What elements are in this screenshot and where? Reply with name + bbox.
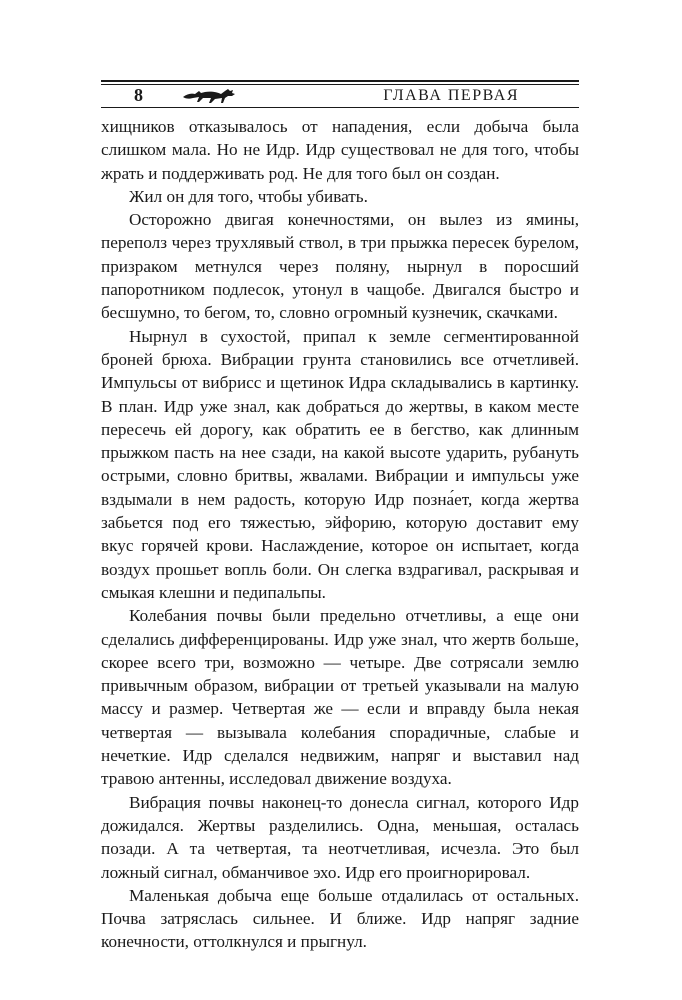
header-rule-bottom bbox=[101, 107, 579, 108]
page-header bbox=[101, 80, 579, 108]
running-head: ГЛАВА ПЕРВАЯ bbox=[383, 87, 519, 104]
wolf-emblem-icon bbox=[181, 85, 239, 105]
paragraph: Маленькая добыча еще больше отдалилась от остальных. Почва затряслась сильнее. И ближе. Идр напряг задние конечности, оттолкнулся и прыгнул. bbox=[101, 885, 579, 952]
body-text bbox=[101, 115, 579, 954]
paragraph: Нырнул в сухостой, припал к земле сегментированной броней брюха. Вибрации грунта становились все отчетливей. Импульсы от вибрисс и щетинок Идра складывались в картинку. В план. Идр уже знал, как добраться до жертвы, в каком месте пересечь ей дорогу, как обратить ее в бегство, как длинным прыжком пасть на нее сзади, на какой высоте ударить, рубануть острыми, словно бритвы, жвалами. Вибрации и импульсы уже вздымали в нем радость, которую Идр позна́ет, когда жертва забьется под его тяжестью, эйфорию, которую доставит ему вкус горячей крови. Наслаждение, которое он испытает, когда воздух прошьет вопль боли. Он слегка вздрагивал, раскрывая и смыкая клешни и педипальпы. bbox=[101, 326, 579, 602]
paragraph: Жил он для того, чтобы убивать. bbox=[129, 186, 368, 206]
header-rule-top bbox=[101, 80, 579, 82]
page-number: 8 bbox=[134, 85, 143, 105]
paragraph: Осторожно двигая конечностями, он вылез из ямины, переполз через трухлявый ствол, в три прыжка пересек бурелом, призраком метнулся через поляну, нырнул в поросший папоротником подлесок, утонул в чащобе. Двигался быстро и бесшумно, то бегом, то, словно огромный кузнечик, скачками. bbox=[101, 210, 579, 323]
paragraph: хищников отказывалось от нападения, если добыча была слишком мала. Но не Идр. Идр существовал не для того, чтобы жрать и поддерживать род. Не для того был он создан. bbox=[101, 117, 579, 183]
paragraph: Вибрация почвы наконец-то донесла сигнал, которого Идр дожидался. Жертвы разделились. Одна, меньшая, осталась позади. А та четвертая, та неотчетливая, исчезла. Это был ложный сигнал, обманчивое эхо. Идр его проигнорировал. bbox=[101, 792, 579, 882]
header-rule-top-thin bbox=[101, 84, 579, 85]
paragraph: Колебания почвы были предельно отчетливы, а еще они сделались дифференцированы. Идр уже знал, что жертв больше, скорее всего три, возможно — четыре. Две сотрясали землю привычным образом, вибрации от третьей указывали на малую массу и размер. Четвертая же — если и вправду была некая четвертая — вызывала колебания спорадичные, слабые и нечеткие. Идр сделался недвижим, напряг и выставил над травою антенны, исследовал движение воздуха. bbox=[101, 606, 579, 789]
